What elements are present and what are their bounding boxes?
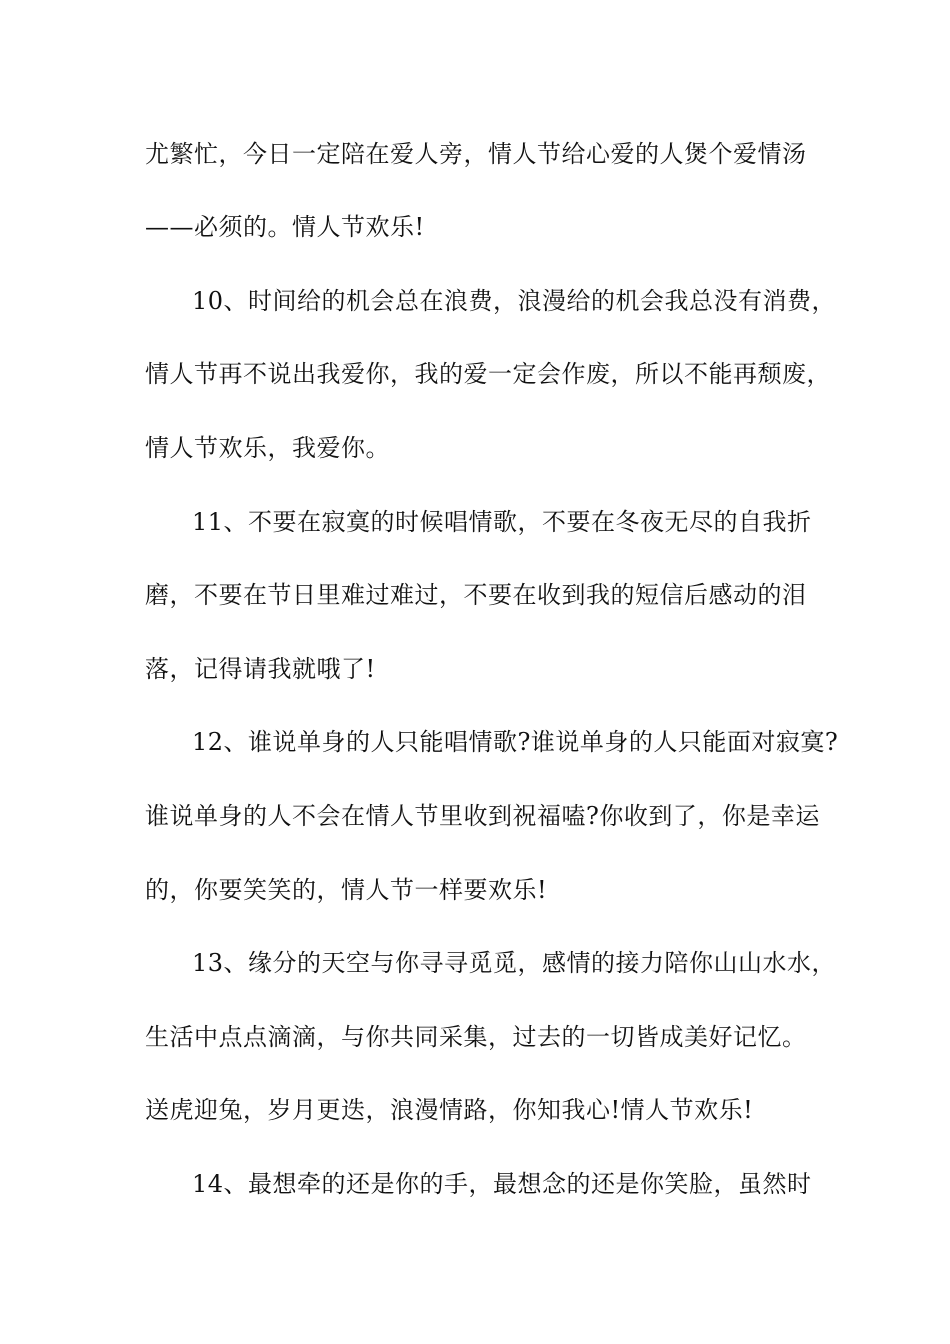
item-13-line-3: 送虎迎兔，岁月更迭，浪漫情路，你知我心!情人节欢乐! bbox=[145, 1096, 754, 1124]
text-line-1: 尤繁忙，今日一定陪在爱人旁，情人节给心爱的人煲个爱情汤 bbox=[145, 140, 807, 168]
item-12-line-3: 的，你要笑笑的，情人节一样要欢乐! bbox=[145, 876, 548, 904]
item-12-line-2: 谁说单身的人不会在情人节里收到祝福嗑?你收到了，你是幸运 bbox=[145, 802, 820, 830]
item-12-line-1: 12、谁说单身的人只能唱情歌?谁说单身的人只能面对寂寞? bbox=[192, 728, 839, 756]
item-11-line-2: 磨，不要在节日里难过难过，不要在收到我的短信后感动的泪 bbox=[145, 581, 807, 609]
item-11-line-1: 11、不要在寂寞的时候唱情歌，不要在冬夜无尽的自我折 bbox=[192, 508, 812, 536]
item-10-line-1: 10、时间给的机会总在浪费，浪漫给的机会我总没有消费， bbox=[192, 287, 837, 315]
item-13-line-1: 13、缘分的天空与你寻寻觅觅，感情的接力陪你山山水水， bbox=[192, 949, 837, 977]
item-10-line-3: 情人节欢乐，我爱你。 bbox=[145, 434, 390, 462]
item-11-line-3: 落，记得请我就哦了! bbox=[145, 655, 376, 683]
item-10-line-2: 情人节再不说出我爱你，我的爱一定会作废，所以不能再颓废， bbox=[145, 360, 831, 388]
item-13-line-2: 生活中点点滴滴，与你共同采集，过去的一切皆成美好记忆。 bbox=[145, 1023, 807, 1051]
text-line-2: ——必须的。情人节欢乐! bbox=[145, 213, 425, 241]
item-14-line-1: 14、最想牵的还是你的手，最想念的还是你笑脸，虽然时 bbox=[192, 1170, 812, 1198]
